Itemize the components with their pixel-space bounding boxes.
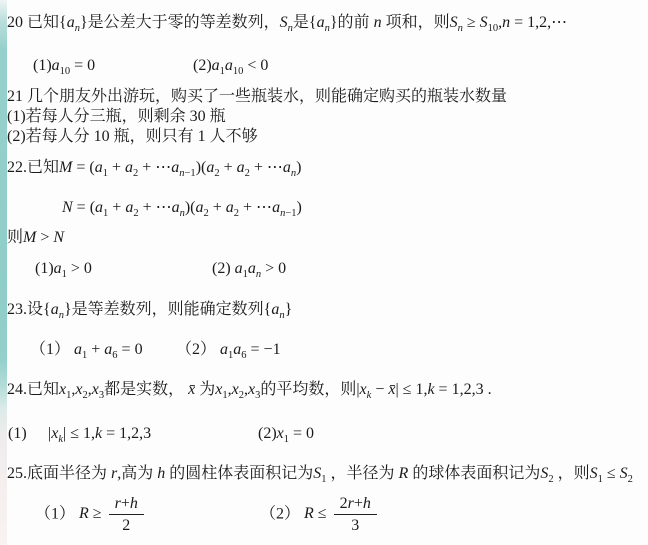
q22-stem-line-2-part-1: $N = (a_1 + a_2$ + $\cdots a_n)(a_2 + a_2$ + $\cdots a_{n-1}$)	[62, 199, 302, 220]
q20-stem-part-1: 20 已知$\{a_n\}$是公差大于零的等差数列，$S_n$是$\{a_n\}$的前 n 项和，则$S_n \ge S_{10},n$ = 1,2,⋯	[7, 14, 568, 35]
q24-options-part-2: $|x_k| \le 1,k = 1,2,3$	[48, 425, 152, 446]
q21-stem-part-1: 21 几个朋友外出游玩，购买了一些瓶装水，则能确定购买的瓶装水数量	[7, 88, 508, 105]
q22-stem-part-1: 22.已知$M = (a_1 + a_2$ + $\cdots a_{n-1})(a_2 + a_2$ + $\cdots a_n$)	[7, 159, 302, 180]
q20-options-part-2: $(2)a_1a_{10} < 0$	[193, 57, 269, 78]
q25-options-part-1: （1） R ≥ $\frac{r+h}{2}$	[35, 494, 147, 535]
q22-stem-line-3-part-1: 则M > N	[7, 229, 65, 246]
q23-stem-part-1: 23.设$\{a_n\}$是等差数列，则能确定数列$\{a_n\}$	[7, 301, 293, 322]
q23-options-part-2: （2） $a_1a_6 = -1$	[176, 341, 281, 362]
q22-options-part-2: (2) $a_1a_n > 0$	[212, 260, 287, 281]
fraction: $\frac{r+h}{2}$	[109, 494, 144, 535]
q21-condition-2-part-1: (2)若每人分 10 瓶，则只有 1 人不够	[7, 128, 258, 145]
q22-options-part-1: $(1)a_1 > 0$	[35, 260, 92, 281]
q23-options-part-1: （1） $a_1 + a_6 = 0$	[30, 341, 143, 362]
fraction: $\frac{2r+h}{3}$	[334, 494, 377, 535]
q24-options-part-3: $(2)x_1 = 0$	[258, 425, 315, 446]
q24-stem-part-1: 24.已知$x_1,x_2,x_3$都是实数， x̄ 为$x_1,x_2,x_3$的平均数，则$|x_k$ − x̄| ≤ 1,k = 1,2,3 .	[7, 381, 492, 402]
q24-options-part-1: (1)	[8, 425, 27, 442]
q25-options-part-2: （2） R ≤ $\frac{2r+h}{3}$	[260, 494, 380, 535]
q20-options-part-1: $(1)a_{10} = 0$	[33, 57, 96, 78]
q25-stem-part-1: 25.底面半径为 r,高为 h 的圆柱体表面积记为$S_1$ ，半径为 R 的球体表面积记为$S_2$ ，则$S_1 \le S_2$	[7, 465, 633, 486]
q21-condition-1-part-1: (1)若每人分三瓶，则剩余 30 瓶	[7, 108, 226, 125]
